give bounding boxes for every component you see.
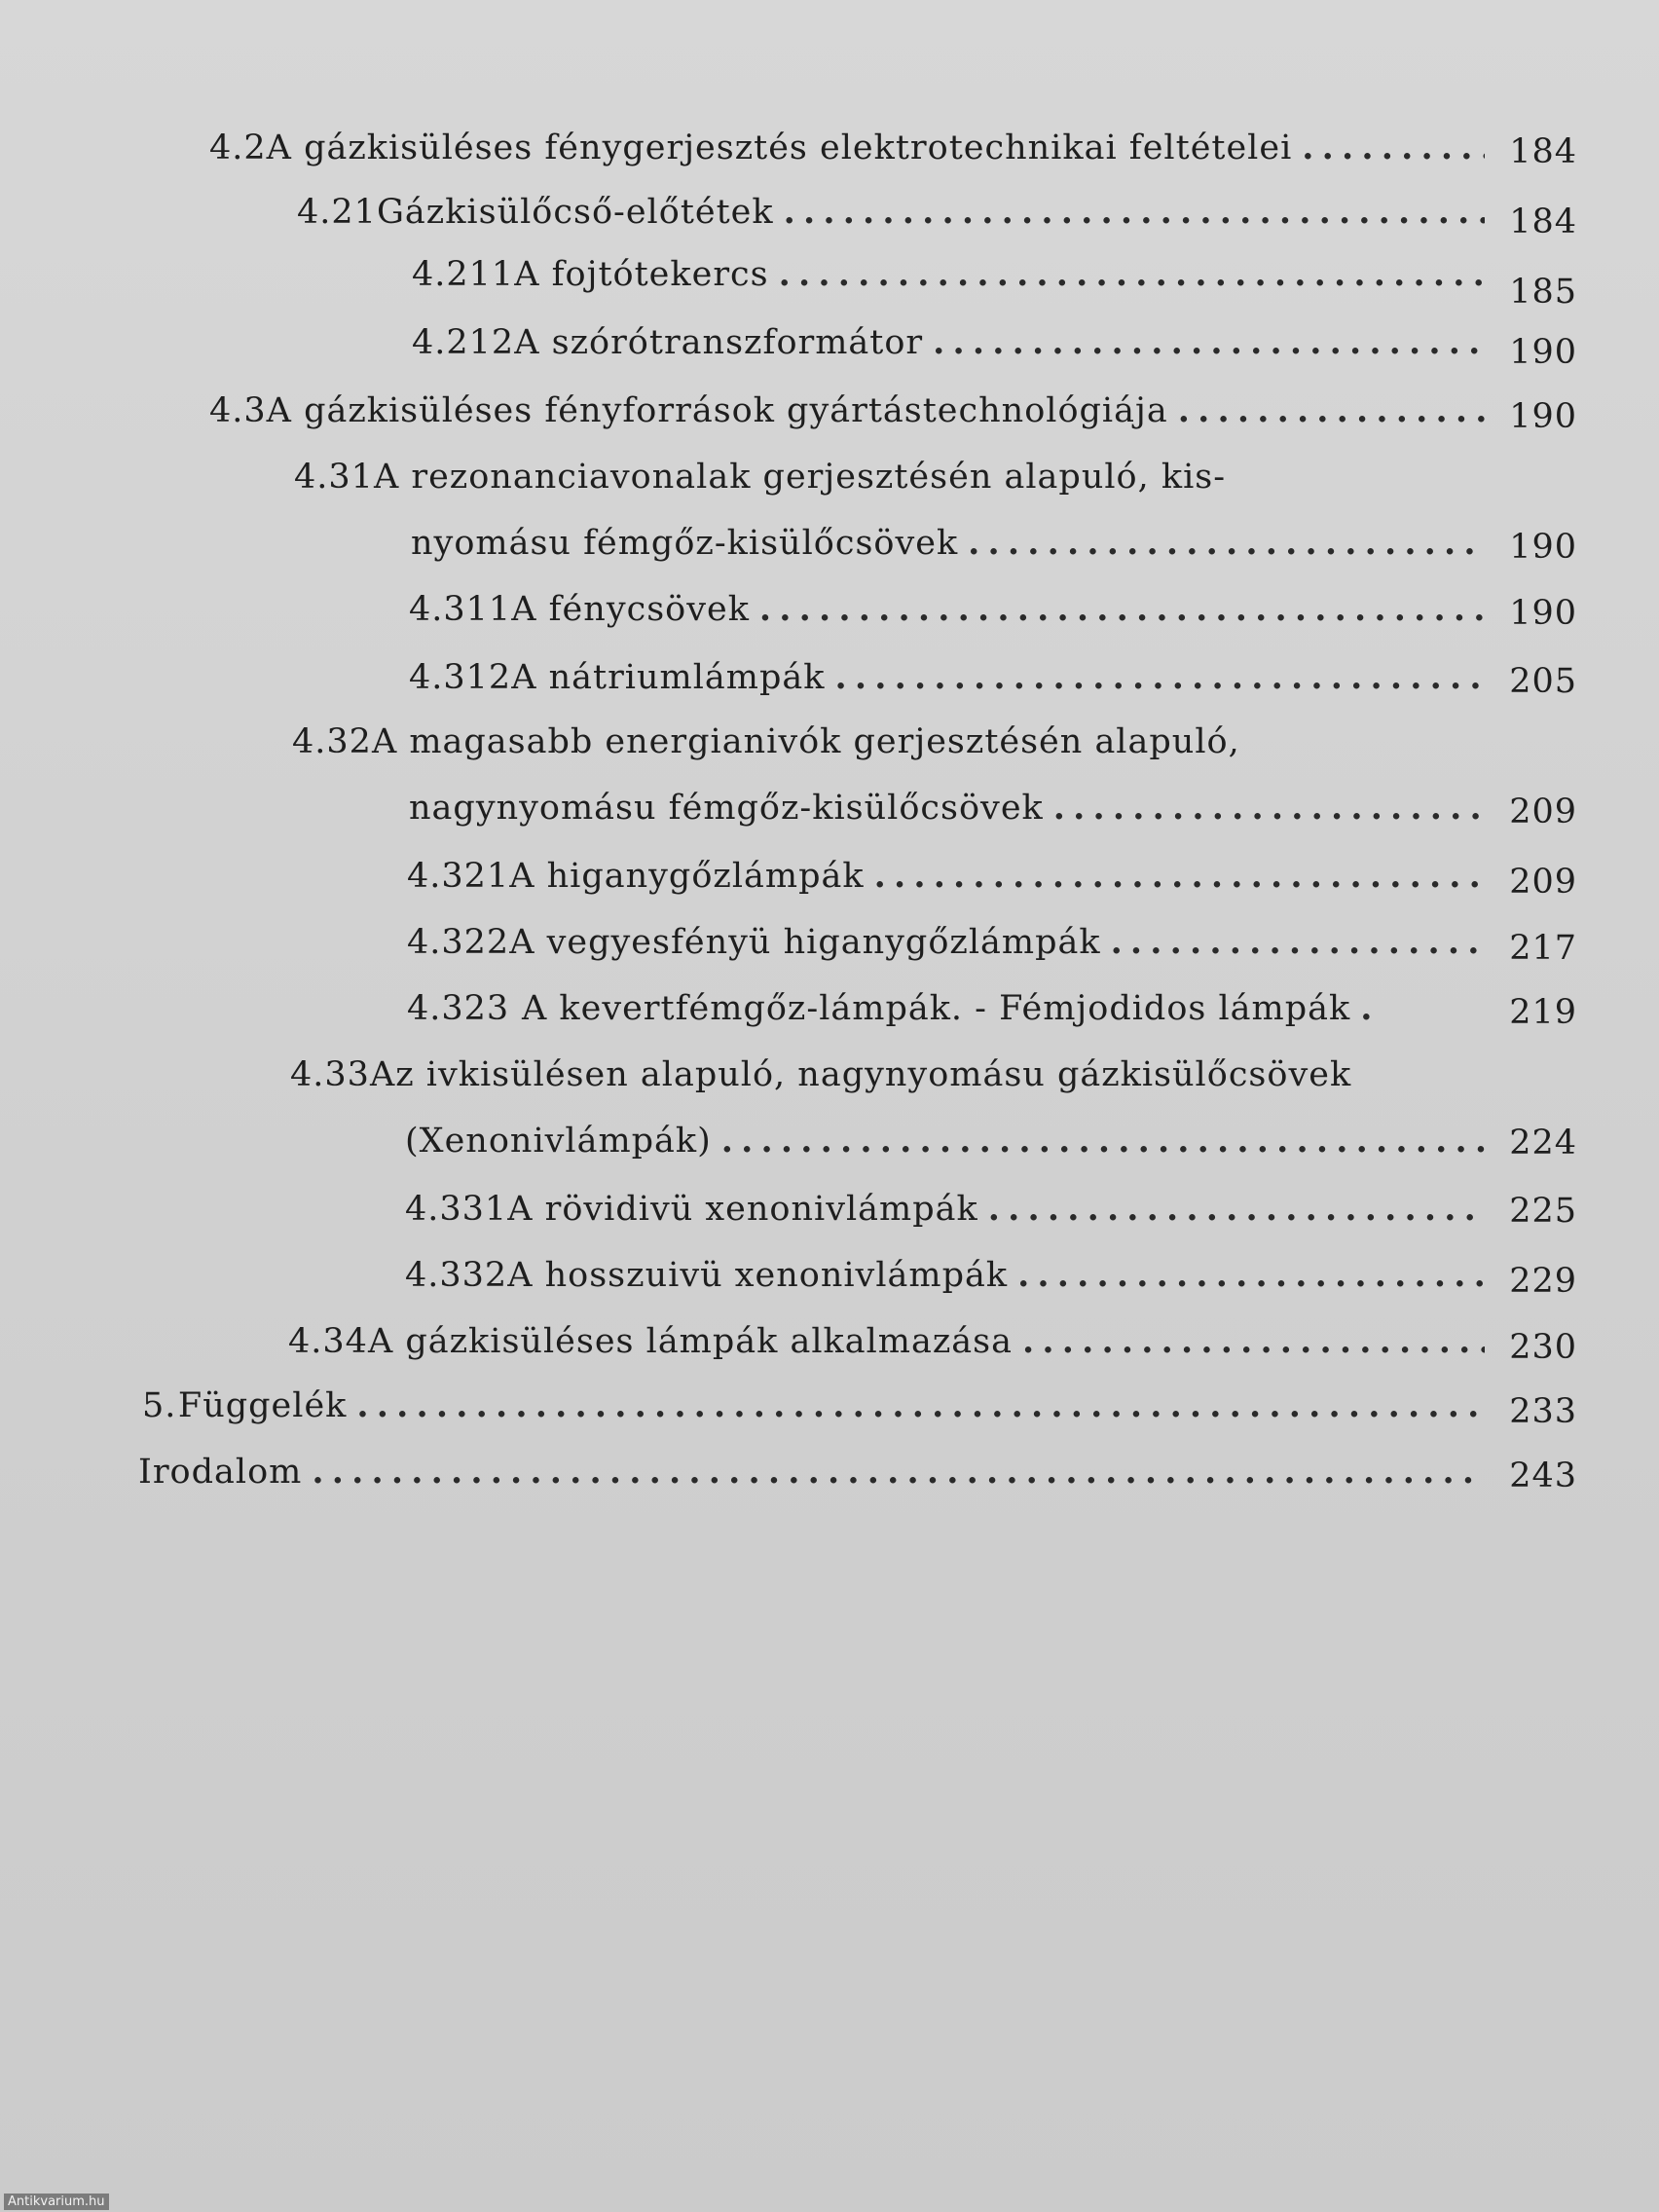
toc-entry-4-31-cont (411, 512, 1494, 574)
dot-leader (1111, 911, 1485, 974)
toc-page-number: 243 (1509, 1456, 1577, 1495)
toc-page-number: 184 (1509, 132, 1577, 171)
toc-number: 4.322 (407, 923, 510, 962)
toc-page-number: 184 (1509, 203, 1577, 241)
toc-title: A gázkisüléses fényforrások gyártástechnológiája (266, 391, 1168, 430)
toc-entry-4-21 (297, 181, 1494, 243)
toc-title: A szórótranszformátor (514, 323, 924, 362)
toc-title: Függelék (177, 1386, 348, 1425)
toc-page-number: 225 (1509, 1192, 1577, 1231)
toc-number: 4.2 (209, 129, 267, 167)
dot-leader (968, 512, 1485, 574)
toc-title: A gázkisüléses lámpák alkalmazása (367, 1322, 1013, 1361)
toc-title: A nátriumlámpák (511, 658, 826, 697)
dot-leader (312, 1441, 1485, 1503)
toc-entry-4-331 (405, 1178, 1494, 1240)
toc-number: 4.212 (412, 323, 515, 362)
dot-leader (759, 578, 1485, 641)
toc-title: A higanygőzlámpák (509, 857, 865, 896)
toc-entry-4-311 (409, 578, 1494, 641)
toc-title: A vegyesfényü higanygőzlámpák (509, 923, 1101, 962)
toc-title: (Xenonivlámpák) (405, 1122, 712, 1161)
toc-page-number: 209 (1509, 863, 1577, 902)
toc-number: 4.311 (409, 590, 512, 629)
dot-leader (721, 1110, 1485, 1172)
dot-leader (933, 312, 1485, 374)
toc-entry-4-211 (412, 243, 1494, 306)
toc-page-number: 233 (1509, 1392, 1577, 1431)
toc-page-number: 205 (1509, 662, 1577, 701)
toc-entry-4-34 (288, 1310, 1494, 1373)
toc-title: nyomásu fémgőz-kisülőcsövek (411, 524, 959, 563)
toc-number: 4.31 (294, 458, 374, 497)
dot-leader (834, 646, 1485, 709)
toc-title: A kevertfémgőz-lámpák. - Fémjodidos lámpák (522, 989, 1351, 1028)
toc-entry-4-312 (409, 646, 1494, 709)
toc-number: 4.332 (405, 1256, 508, 1295)
toc-entry-4-3 (209, 380, 1494, 442)
toc-title: A magasabb energianivók gerjesztésén alapuló, (371, 722, 1240, 761)
toc-page-number: 219 (1509, 993, 1577, 1032)
toc-title: A fojtótekercs (514, 255, 769, 294)
toc-title: Irodalom (138, 1453, 303, 1492)
toc-title: A fénycsövek (511, 590, 750, 629)
toc-page-number: 190 (1509, 333, 1577, 372)
toc-number: 4.331 (405, 1190, 508, 1229)
dot-leader (1178, 380, 1485, 442)
toc-number: 4.323 (407, 989, 510, 1028)
dot-leader (779, 243, 1485, 306)
toc-title: A hosszuivü xenonivlámpák (507, 1256, 1009, 1295)
toc-entry-4-32-cont (409, 777, 1494, 839)
dot-leader (988, 1178, 1485, 1240)
toc-entry-4-33 (290, 1044, 1494, 1106)
toc-entry-irodalom (138, 1441, 1494, 1503)
dot-leader (874, 845, 1485, 907)
toc-entry-4-332 (405, 1244, 1494, 1307)
toc-page-number: 224 (1509, 1124, 1577, 1162)
toc-entry-4-31 (294, 446, 1494, 508)
toc-page-number: 229 (1509, 1262, 1577, 1301)
toc-title: A rezonanciavonalak gerjesztésén alapuló, kis- (373, 458, 1227, 497)
toc-page-number: 190 (1509, 528, 1577, 567)
dot-leader (1360, 977, 1378, 1040)
toc-page-number: 190 (1509, 594, 1577, 633)
dot-leader (1302, 117, 1485, 179)
toc-entry-4-2 (209, 117, 1494, 179)
toc-number: 4.321 (407, 857, 510, 896)
dot-leader (1053, 777, 1485, 839)
toc-entry-5 (142, 1375, 1494, 1437)
toc-entry-4-33-cont (405, 1110, 1494, 1172)
toc-title: Az ivkisülésen alapuló, nagynyomásu gázkisülőcsövek (369, 1055, 1352, 1094)
toc-number: 4.312 (409, 658, 512, 697)
toc-number: 5. (142, 1386, 177, 1425)
toc-number: 4.211 (412, 255, 515, 294)
dot-leader (1022, 1310, 1485, 1373)
toc-number: 4.21 (297, 193, 377, 232)
toc-title: A gázkisüléses fénygerjesztés elektrotechnikai feltételei (266, 129, 1293, 167)
toc-entry-4-212 (412, 312, 1494, 374)
toc-number: 4.32 (292, 722, 372, 761)
toc-title: A rövidivü xenonivlámpák (507, 1190, 978, 1229)
watermark: Antikvarium.hu (4, 2194, 109, 2210)
toc-page-number: 217 (1509, 929, 1577, 968)
dot-leader (784, 181, 1485, 243)
toc-page-number: 230 (1509, 1328, 1577, 1367)
toc-number: 4.3 (209, 391, 267, 430)
toc-page-number: 190 (1509, 397, 1577, 436)
toc-page-number: 185 (1509, 273, 1577, 312)
toc-entry-4-32 (292, 711, 1494, 773)
toc-title: nagynyomásu fémgőz-kisülőcsövek (409, 789, 1044, 828)
toc-entry-4-322 (407, 911, 1494, 974)
toc-entry-4-323 (407, 977, 1494, 1040)
toc-number: 4.33 (290, 1055, 370, 1094)
dot-leader (356, 1375, 1485, 1437)
toc-title: Gázkisülőcső-előtétek (376, 193, 774, 232)
toc-page-number: 209 (1509, 793, 1577, 831)
dot-leader (1017, 1244, 1485, 1307)
toc-entry-4-321 (407, 845, 1494, 907)
toc-number: 4.34 (288, 1322, 368, 1361)
